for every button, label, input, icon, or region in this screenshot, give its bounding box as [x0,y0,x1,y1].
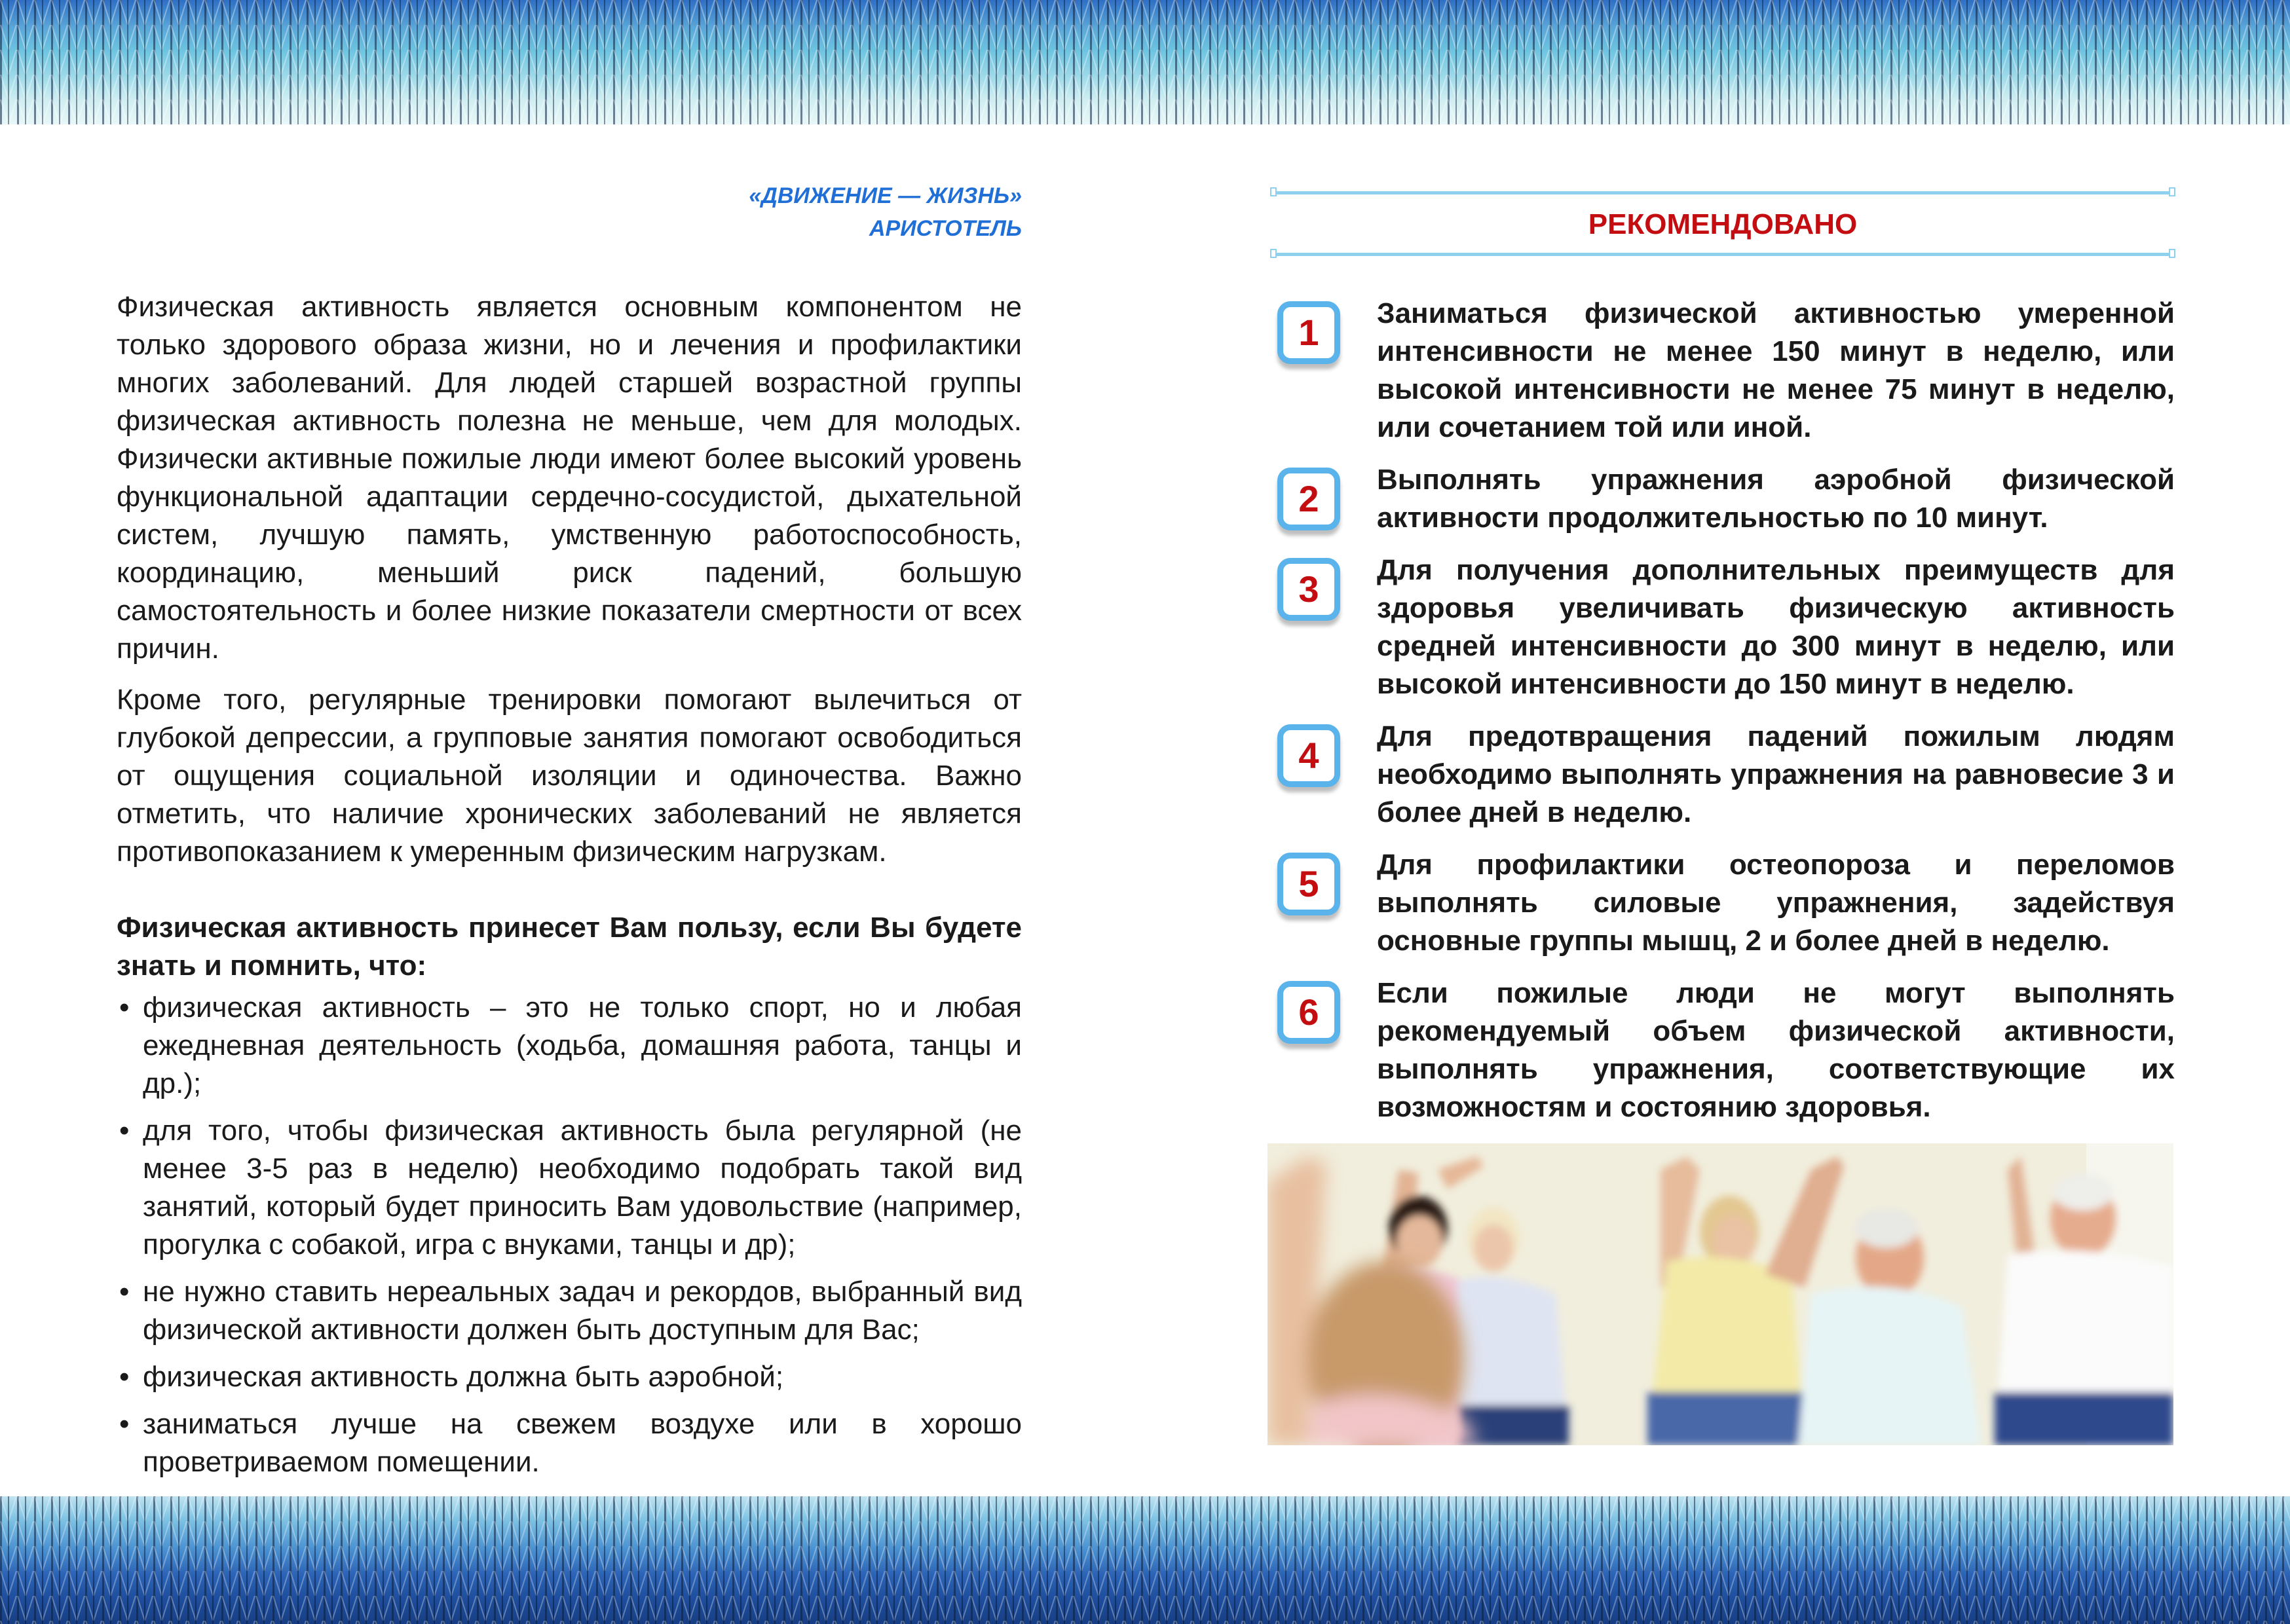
seniors-exercising-illustration [1267,1143,2173,1445]
divider-bottom [1274,253,2171,256]
divider-top [1274,191,2171,194]
bullet-icon: • [119,991,130,1024]
recommendation-text: Для получения дополнительных преимуществ для здоровья увеличивать физическую активность средней интенсивности до 300 минут в неделю, или высокой интенсивности до 150 минут в неделю. [1377,554,2175,700]
left-column [117,288,1022,1490]
paragraph: Физическая активность является основным компонентом не только здорового образа жизни, но и лечения и профилактики многих заболеваний. Для людей старшей возрастной группы физическая активность полезна не меньше, чем для молодых. Физически активные пожилые люди имеют более высокий уровень функциональной адаптации сердечно-сосудистой, дыхательной систем, лучшую память, умственную работоспособность, координацию, меньший риск падений, большую самостоятельность и более низкие показатели смертности от всех причин. [117,291,1022,665]
recommendation-item [1277,974,2175,1126]
number-badge: 1 [1277,301,1340,364]
number-badge: 5 [1277,853,1340,915]
list-item-text: физическая активность – это не только спорт, но и любая ежедневная деятельность (ходьба, домашняя работа, танцы и др.); [143,991,1022,1099]
bullet-list [117,989,1022,1481]
recommendation-item [1277,295,2175,447]
knit-pattern-bottom [0,1496,2290,1624]
list-item [117,1273,1022,1349]
recommendation-item [1277,718,2175,832]
bullet-icon: • [119,1361,130,1393]
recommendation-text: Для предотвращения падений пожилым людям необходимо выполнять упражнения на равновесие 3 и более дней в неделю. [1377,720,2175,828]
list-item-text: не нужно ставить нереальных задач и рекордов, выбранный вид физической активности должен быть доступным для Вас; [143,1276,1022,1346]
list-item-text: для того, чтобы физическая активность была регулярной (не менее 3-5 раз в неделю) необходимо подобрать такой вид занятий, который будет приносить Вам удовольствие (например, прогулка с собакой, игра с внуками, танцы и др); [143,1115,1022,1261]
number-badge: 6 [1277,981,1340,1044]
list-item [117,989,1022,1103]
paragraph: Кроме того, регулярные тренировки помогают вылечиться от глубокой депрессии, а групповые занятия помогают освободиться от ощущения социальной изоляции и одиночества. Важно отметить, что наличие хронических заболеваний не является противопоказанием к умеренным физическим нагрузкам. [117,684,1022,868]
knit-border-bottom [0,1496,2290,1624]
bullet-icon: • [119,1408,130,1440]
recommendation-item [1277,461,2175,537]
list-item [117,1358,1022,1396]
bullet-icon: • [119,1276,130,1308]
bullet-icon: • [119,1115,130,1147]
section-title: РЕКОМЕНДОВАНО [1588,208,1858,240]
recommendation-text: Заниматься физической активностью умеренной интенсивности не менее 150 минут в неделю, или высокой интенсивности не менее 75 минут в неделю, или сочетанием той или иной. [1377,297,2175,443]
list-item-text: физическая активность должна быть аэробной; [143,1361,784,1393]
number-badge: 3 [1277,558,1340,621]
exercise-photo [1267,1143,2173,1445]
recommendation-item [1277,551,2175,703]
list-item [117,1112,1022,1264]
recommendation-text: Если пожилые люди не могут выполнять рекомендуемый объем физической активности, выполнять упражнения, соответствующие их возможностям и состоянию здоровья. [1377,977,2175,1123]
recommendation-text: Выполнять упражнения аэробной физической активности продолжительностью по 10 минут. [1377,464,2175,534]
knit-border-top [0,0,2290,124]
knit-pattern-top [0,0,2290,124]
quote-author: АРИСТОТЕЛЬ [869,216,1022,241]
list-item [117,1405,1022,1481]
list-item-text: заниматься лучше на свежем воздухе или в хорошо проветриваемом помещении. [143,1408,1022,1478]
recommendation-text: Для профилактики остеопороза и переломов выполнять силовые упражнения, задействуя основные группы мышц, 2 и более дней в неделю. [1377,849,2175,957]
lead-text: Физическая активность принесет Вам пользу, если Вы будете знать и помнить, что: [117,912,1022,982]
number-badge: 2 [1277,468,1340,530]
number-badge: 4 [1277,724,1340,787]
recommendation-list [1277,295,2175,1141]
quote-text: «ДВИЖЕНИЕ — ЖИЗНЬ» [749,183,1022,208]
recommendation-item [1277,846,2175,960]
